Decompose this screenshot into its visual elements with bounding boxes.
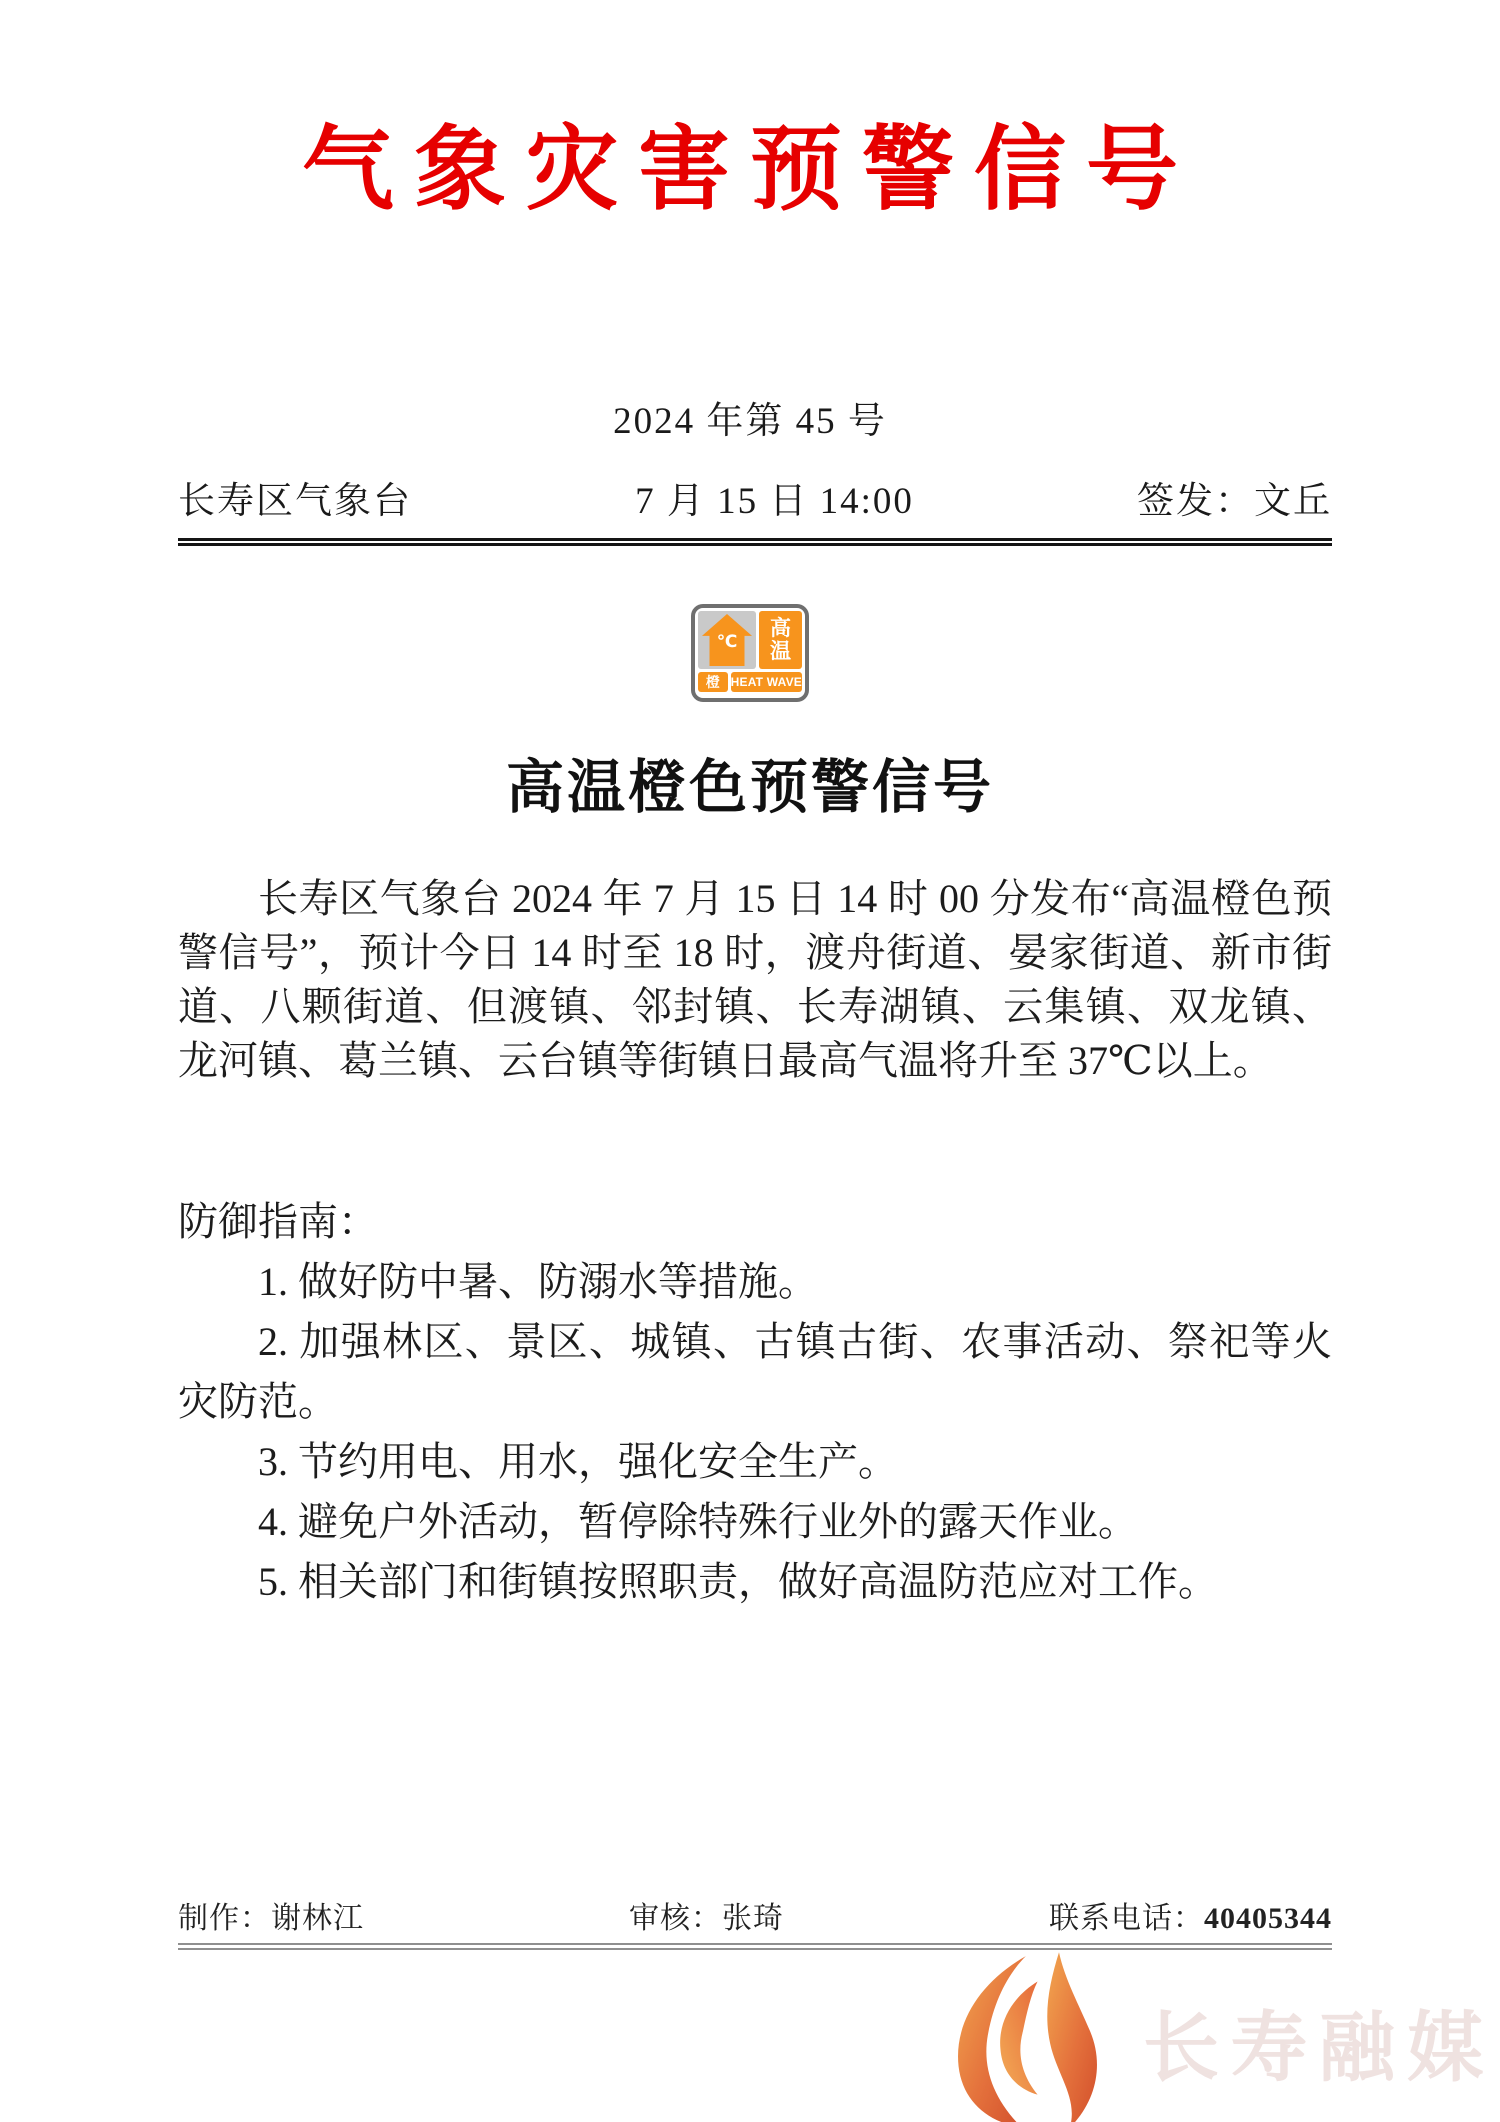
footer-divider: [178, 1943, 1332, 1950]
guideline-item: 5. 相关部门和街镇按照职责，做好高温防范应对工作。: [258, 1559, 1218, 1604]
media-brand-logo: [942, 1952, 1495, 2122]
header-divider: [178, 538, 1332, 546]
heat-wave-warning-icon: [691, 604, 809, 702]
heat-icon-house-cell: [698, 611, 756, 669]
footer-meta-row: [178, 1893, 1332, 1937]
producer: 制作：谢林江: [178, 1902, 364, 1935]
contact-number: 40405344: [1204, 1902, 1332, 1935]
guidelines-heading: 防御指南：: [178, 1199, 378, 1244]
issue-meta-row: [178, 470, 1332, 524]
heat-icon-en-label: HEAT WAVE: [731, 672, 802, 692]
cn-label-char2: 温: [770, 640, 791, 663]
heat-icon-top-row: [698, 611, 802, 669]
guideline-item: 3. 节约用电、用水，强化安全生产。: [258, 1439, 898, 1484]
page-title: 气象灾害预警信号: [301, 119, 1198, 221]
reviewer: 审核：张琦: [629, 1902, 784, 1935]
signer: 签发：文丘: [1137, 481, 1332, 522]
celsius-symbol: ℃: [716, 632, 738, 652]
issuer-name: 长寿区气象台: [178, 481, 412, 522]
issue-number: 2024 年第 45 号: [613, 401, 887, 442]
issue-datetime: 7 月 15 日 14:00: [635, 481, 914, 522]
phoenix-flame-icon: [942, 1952, 1137, 2122]
heat-icon-cn-label: [759, 611, 802, 669]
guideline-item: 4. 避免户外活动，暂停除特殊行业外的露天作业。: [258, 1499, 1138, 1544]
contact: [1049, 1893, 1332, 1937]
warning-body-paragraph: 长寿区气象台 2024 年 7 月 15 日 14 时 00 分发布“高温橙色预警信号”，预计今日 14 时至 18 时，渡舟街道、晏家街道、新市街道、八颗街道、但渡镇、邻封镇、长寿湖镇、云集镇、双龙镇、龙河镇、葛兰镇、云台镇等街镇日最高气温将升至 37℃以上。: [178, 876, 1332, 1083]
heat-icon-bottom-row: [698, 672, 802, 692]
warning-level-badge: 橙: [698, 672, 728, 692]
brand-text: 长寿融媒: [1143, 2005, 1495, 2091]
guidelines-section: [178, 1192, 1332, 1612]
contact-label: 联系电话：: [1049, 1902, 1204, 1935]
warning-heading: 高温橙色预警信号: [505, 755, 994, 820]
guideline-item: 2. 加强林区、景区、城镇、古镇古街、农事活动、祭祀等火灾防范。: [178, 1319, 1332, 1424]
cn-label-char1: 高: [770, 617, 791, 640]
guideline-item: 1. 做好防中暑、防溺水等措施。: [258, 1259, 818, 1304]
